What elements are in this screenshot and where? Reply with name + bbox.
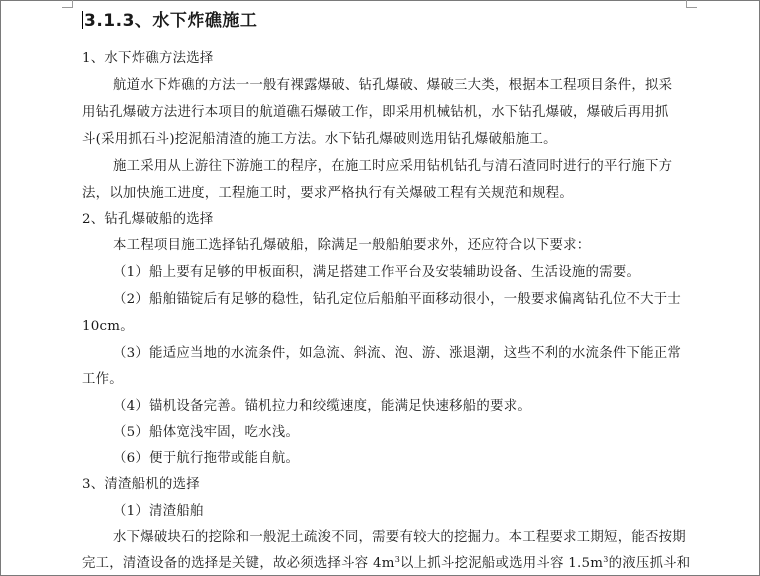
crop-mark-top-left-h bbox=[62, 7, 72, 8]
superscript: 3 bbox=[394, 555, 401, 564]
paragraph-line: 法，以加快施工进度，工程施工时，要求严格执行有关爆破工程有关规范和规程。 bbox=[82, 186, 574, 201]
crop-mark-top-right-h bbox=[687, 7, 697, 8]
paragraph-line: 水下爆破块石的挖除和一般泥土疏浚不同，需要有较大的挖掘力。本工程要求工期短，能否按期 bbox=[113, 530, 686, 545]
paragraph-line: 斗(采用抓石斗)挖泥船清渣的施工方法。水下钻孔爆破则选用钻孔爆破船施工。 bbox=[82, 132, 557, 147]
list-item: （3）能适应当地的水流条件，如急流、斜流、泡、游、涨退潮，这些不利的水流条件下能正常 bbox=[113, 346, 682, 361]
paragraph-line: 施工采用从上游往下游施工的程序，在施工时应采用钻机钻孔与清石渣同时进行的平行施下方 bbox=[113, 159, 673, 174]
paragraph-line: 本工程项目施工选择钻孔爆破船，除满足一般船舶要求外，还应符合以下要求： bbox=[113, 238, 591, 253]
text-run: 完工，清渣设备的选择是关键，故必须选择斗容 4m bbox=[82, 556, 395, 571]
crop-mark-top-left bbox=[72, 0, 73, 8]
list-item-continuation: 10cm。 bbox=[82, 319, 134, 334]
list-item-continuation: 工作。 bbox=[82, 372, 123, 387]
section-number: 3.1.3 bbox=[84, 11, 135, 31]
paragraph-line: 用钻孔爆破方法进行本项目的航道礁石爆破工作，即采用机械钻机，水下钻孔爆破，爆破后再用抓 bbox=[82, 105, 669, 120]
list-item: （6）便于航行拖带或能自航。 bbox=[113, 451, 300, 466]
list-item: （5）船体宽浅牢固，吃水浅。 bbox=[113, 425, 300, 440]
text-cursor bbox=[82, 11, 83, 29]
text-run: 以上抓斗挖泥船或选用斗容 1.5m bbox=[400, 556, 604, 571]
section-title: 、水下炸礁施工 bbox=[134, 11, 258, 31]
subheading-3: 3、清渣船机的选择 bbox=[82, 477, 200, 492]
text-run: 的液压抓斗和 bbox=[608, 556, 691, 571]
subheading-2: 2、钻孔爆破船的选择 bbox=[82, 212, 214, 227]
paragraph-line: 航道水下炸礁的方法一一般有裸露爆破、钻孔爆破、爆破三大类，根据本工程项目条件，拟采 bbox=[113, 78, 673, 93]
list-item: （1）船上要有足够的甲板面积，满足搭建工作平台及安装辅助设备、生活设施的需要。 bbox=[113, 265, 641, 280]
paragraph-line-last bbox=[82, 552, 690, 571]
list-item: （1）清渣船舶 bbox=[113, 504, 204, 519]
subheading-1: 1、水下炸礁方法选择 bbox=[82, 51, 214, 66]
list-item: （2）船舶锚锭后有足够的稳性，钻孔定位后船舶平面移动很小，一般要求偏离钻孔位不大于士 bbox=[113, 292, 682, 307]
superscript: 3 bbox=[603, 555, 609, 564]
section-heading bbox=[82, 6, 257, 31]
list-item: （4）锚机设备完善。锚机拉力和绞缆速度，能满足快速移船的要求。 bbox=[113, 399, 531, 414]
